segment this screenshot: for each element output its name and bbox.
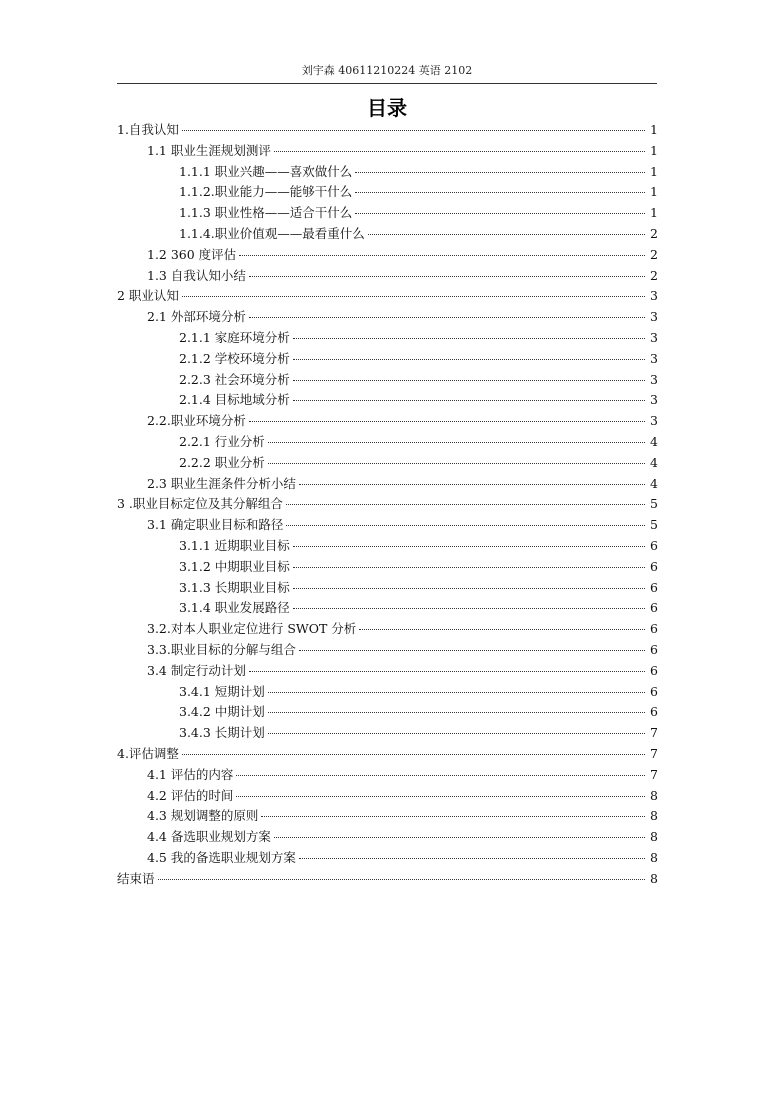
toc-entry-label: 4.4 备选职业规划方案 (147, 829, 271, 845)
toc-page-number: 8 (650, 849, 658, 865)
toc-page-number: 5 (650, 517, 658, 533)
toc-entry-label: 3.4.1 短期计划 (179, 683, 265, 699)
toc-page-number: 6 (650, 621, 658, 637)
toc-page-number: 3 (650, 371, 658, 387)
toc-entry[interactable] (117, 661, 658, 682)
toc-dot-leader (182, 296, 645, 297)
toc-entry-label: 1.2 360 度评估 (147, 246, 237, 262)
toc-page-number: 6 (650, 683, 658, 699)
toc-entry[interactable] (117, 702, 658, 723)
toc-entry-label: 2.2.2 职业分析 (179, 454, 265, 470)
toc-dot-leader (182, 130, 645, 131)
toc-page-number: 4 (650, 475, 658, 491)
toc-entry[interactable] (117, 744, 658, 765)
toc-entry-label: 2.2.3 社会环境分析 (179, 371, 290, 387)
toc-dot-leader (368, 234, 645, 235)
toc-page-number: 3 (650, 413, 658, 429)
toc-page-number: 3 (650, 350, 658, 366)
toc-entry-label: 3.4.3 长期计划 (179, 725, 265, 741)
toc-page-number: 6 (650, 579, 658, 595)
toc-dot-leader (249, 671, 645, 672)
toc-dot-leader (299, 484, 645, 485)
toc-entry-label: 2.1 外部环境分析 (147, 309, 246, 325)
toc-entry-label: 3.3.职业目标的分解与组合 (147, 641, 296, 657)
toc-page-number: 1 (650, 184, 658, 200)
toc-entry[interactable] (117, 869, 658, 890)
toc-page-number: 8 (650, 870, 658, 886)
toc-dot-leader (249, 276, 645, 277)
toc-entry-label: 3.1.1 近期职业目标 (179, 537, 290, 553)
toc-page-number: 1 (650, 122, 658, 137)
toc-entry[interactable] (117, 182, 658, 203)
toc-dot-leader (274, 151, 645, 152)
toc-entry[interactable] (117, 682, 658, 703)
toc-page-number: 6 (650, 704, 658, 720)
toc-page-number: 4 (650, 433, 658, 449)
toc-entry-label: 4.1 评估的内容 (147, 766, 234, 782)
toc-entry[interactable] (117, 141, 658, 162)
toc-dot-leader (268, 463, 645, 464)
toc-entry-label: 3.1 确定职业目标和路径 (147, 517, 284, 533)
toc-title: 目录 (367, 96, 407, 120)
toc-page-number: 3 (650, 329, 658, 345)
toc-dot-leader (268, 712, 645, 713)
toc-entry-label: 2.1.4 目标地域分析 (179, 392, 290, 408)
toc-dot-leader (355, 192, 645, 193)
toc-entry[interactable] (117, 328, 658, 349)
toc-page-number: 3 (650, 288, 658, 304)
toc-entry-label: 1.1.3 职业性格——适合干什么 (179, 205, 353, 221)
toc-entry-label: 4.评估调整 (117, 745, 179, 761)
toc-entry-label: 1.1.1 职业兴趣——喜欢做什么 (179, 163, 353, 179)
toc-entry[interactable] (117, 765, 658, 786)
toc-entry-label: 2 职业认知 (117, 288, 179, 304)
toc-page-number: 7 (650, 745, 658, 761)
toc-page-number: 6 (650, 662, 658, 678)
toc-entry[interactable] (117, 536, 658, 557)
toc-page-number: 4 (650, 454, 658, 470)
toc-dot-leader (286, 504, 645, 505)
toc-page-number: 2 (650, 267, 658, 283)
toc-dot-leader (359, 629, 645, 630)
toc-dot-leader (249, 317, 645, 318)
header-divider (117, 83, 657, 84)
toc-entry[interactable] (117, 432, 658, 453)
toc-dot-leader (182, 754, 645, 755)
toc-page-number: 3 (650, 392, 658, 408)
toc-dot-leader (286, 525, 645, 526)
toc-dot-leader (355, 213, 645, 214)
toc-entry[interactable] (117, 370, 658, 391)
toc-dot-leader (293, 588, 645, 589)
toc-entry[interactable] (117, 578, 658, 599)
toc-dot-leader (355, 172, 645, 173)
toc-entry-label: 2.3 职业生涯条件分析小结 (147, 475, 296, 491)
toc-page-number: 6 (650, 558, 658, 574)
toc-dot-leader (293, 567, 645, 568)
toc-entry[interactable] (117, 494, 658, 515)
toc-entry[interactable] (117, 120, 658, 141)
toc-entry[interactable] (117, 557, 658, 578)
toc-entry[interactable] (117, 515, 658, 536)
toc-dot-leader (299, 858, 645, 859)
toc-dot-leader (293, 338, 645, 339)
toc-page-number: 8 (650, 787, 658, 803)
toc-entry[interactable] (117, 390, 658, 411)
toc-entry-label: 4.5 我的备选职业规划方案 (147, 849, 296, 865)
toc-page-number: 8 (650, 808, 658, 824)
toc-page-number: 6 (650, 600, 658, 616)
toc-dot-leader (293, 380, 645, 381)
toc-entry[interactable] (117, 474, 658, 495)
toc-entry-label: 3.4 制定行动计划 (147, 662, 246, 678)
toc-entry[interactable] (117, 453, 658, 474)
toc-entry[interactable] (117, 245, 658, 266)
table-of-contents (117, 120, 658, 889)
toc-entry-label: 3.1.4 职业发展路径 (179, 600, 290, 616)
toc-page-number: 5 (650, 496, 658, 512)
toc-entry[interactable] (117, 162, 658, 183)
toc-dot-leader (239, 255, 645, 256)
toc-entry-label: 4.3 规划调整的原则 (147, 808, 259, 824)
toc-entry[interactable] (117, 786, 658, 807)
toc-dot-leader (293, 546, 645, 547)
toc-page-number: 7 (650, 725, 658, 741)
toc-entry[interactable] (117, 411, 658, 432)
toc-dot-leader (158, 879, 645, 880)
toc-entry[interactable] (117, 640, 658, 661)
toc-page-number: 8 (650, 829, 658, 845)
toc-page-number: 6 (650, 537, 658, 553)
toc-entry-label: 结束语 (117, 870, 155, 886)
toc-entry[interactable] (117, 723, 658, 744)
toc-entry-label: 3.2.对本人职业定位进行 SWOT 分析 (147, 621, 357, 637)
toc-entry-label: 1.1.4.职业价值观——最看重什么 (179, 225, 365, 241)
toc-page-number: 1 (650, 205, 658, 221)
toc-entry-label: 1.1 职业生涯规划测评 (147, 142, 271, 158)
toc-entry-label: 1.自我认知 (117, 122, 179, 137)
toc-dot-leader (268, 733, 645, 734)
toc-dot-leader (293, 400, 645, 401)
toc-dot-leader (236, 796, 645, 797)
toc-dot-leader (293, 359, 645, 360)
toc-entry-label: 2.1.1 家庭环境分析 (179, 329, 290, 345)
toc-entry[interactable] (117, 349, 658, 370)
toc-page-number: 1 (650, 163, 658, 179)
toc-dot-leader (268, 692, 645, 693)
toc-page-number: 2 (650, 246, 658, 262)
toc-dot-leader (274, 837, 645, 838)
toc-dot-leader (293, 608, 645, 609)
toc-page-number: 2 (650, 225, 658, 241)
toc-page-number: 1 (650, 142, 658, 158)
toc-entry-label: 4.2 评估的时间 (147, 787, 234, 803)
toc-entry[interactable] (117, 266, 658, 287)
toc-page-number: 3 (650, 309, 658, 325)
toc-entry-label: 3.4.2 中期计划 (179, 704, 265, 720)
toc-entry-label: 3.1.2 中期职业目标 (179, 558, 290, 574)
toc-entry-label: 3 .职业目标定位及其分解组合 (117, 496, 283, 512)
toc-entry-label: 2.2.职业环境分析 (147, 413, 246, 429)
toc-dot-leader (261, 816, 645, 817)
toc-entry[interactable] (117, 307, 658, 328)
toc-entry[interactable] (117, 286, 658, 307)
toc-dot-leader (236, 775, 645, 776)
toc-entry-label: 1.3 自我认知小结 (147, 267, 246, 283)
toc-entry[interactable] (117, 598, 658, 619)
toc-entry[interactable] (117, 827, 658, 848)
running-header: 刘宇森 40611210224 英语 2102 (301, 64, 473, 77)
toc-entry[interactable] (117, 619, 658, 640)
toc-entry[interactable] (117, 848, 658, 869)
toc-dot-leader (299, 650, 645, 651)
toc-dot-leader (249, 421, 645, 422)
toc-page-number: 7 (650, 766, 658, 782)
toc-page-number: 6 (650, 641, 658, 657)
toc-entry-label: 2.2.1 行业分析 (179, 433, 265, 449)
toc-entry[interactable] (117, 224, 658, 245)
toc-dot-leader (268, 442, 645, 443)
toc-entry[interactable] (117, 806, 658, 827)
toc-entry[interactable] (117, 203, 658, 224)
toc-entry-label: 2.1.2 学校环境分析 (179, 350, 290, 366)
toc-entry-label: 1.1.2.职业能力——能够干什么 (179, 184, 353, 200)
toc-entry-label: 3.1.3 长期职业目标 (179, 579, 290, 595)
